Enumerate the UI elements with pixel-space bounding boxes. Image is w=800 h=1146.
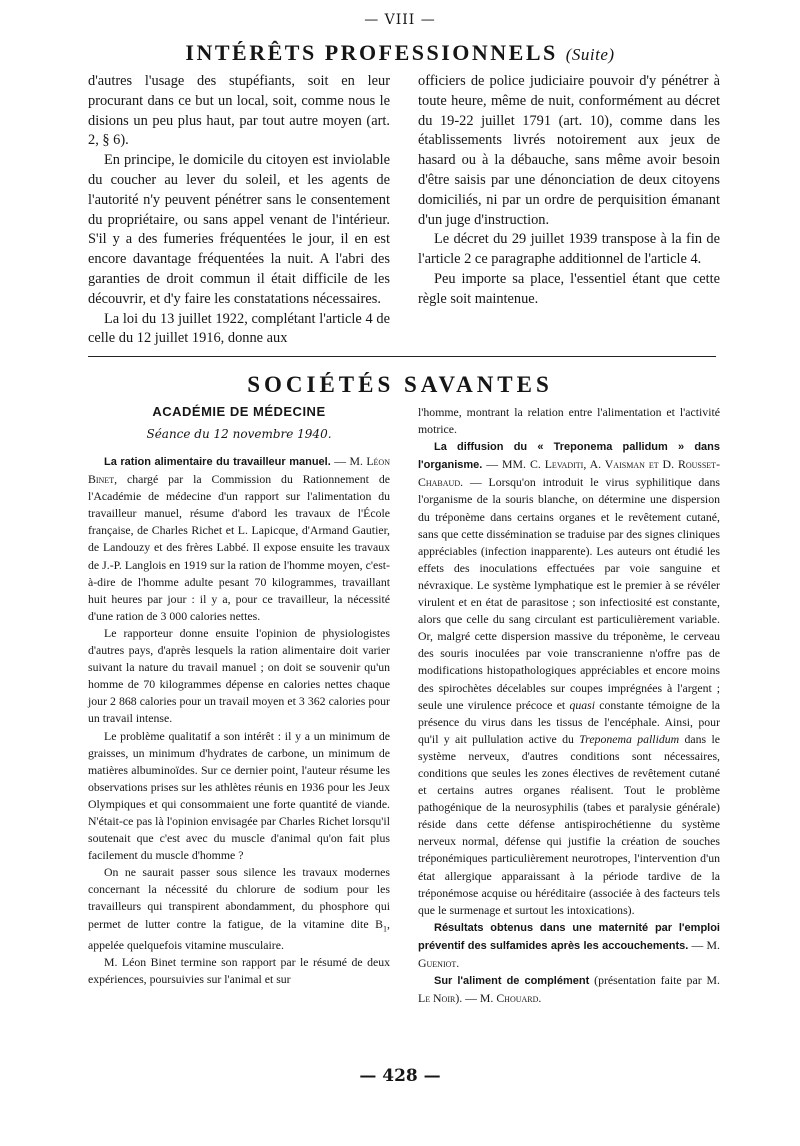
- rapporteur-paragraph: Le rapporteur donne ensuite l'opinion de physiologistes d'autres pays, d'après lesquels la ration alimentaire doit varier suivant la nature du travail manuel ; on doit se souvenir qu'un homme de 70 kilogrammes dépense en calories nettes chaque jour 2 868 calories pour un travail moyen et 3 362 calories pour un travail intense.: [88, 625, 390, 726]
- societes-title: SOCIÉTÉS SAVANTES: [247, 372, 553, 397]
- diffusion-heading: La diffusion du « Treponema pallidum » dans l'organisme.: [418, 441, 720, 472]
- academie-heading: ACADÉMIE DE MÉDECINE: [152, 404, 326, 419]
- resultats-paragraph: Résultats obtenus dans une maternité par l'emploi préventif des sulfamides après les accouchements. — M. Gueniot.: [418, 921, 720, 970]
- treponema-term: Treponema pallidum: [579, 731, 680, 746]
- interets-left-column: [88, 72, 390, 349]
- aliment-heading: Sur l'aliment de complément: [434, 975, 590, 988]
- interets-title: [0, 40, 800, 66]
- travaux-tail: , appelée quelquefois vitamine musculaire.: [88, 916, 390, 952]
- ration-heading: La ration alimentaire du travailleur manuel.: [104, 456, 331, 468]
- page-roman-numeral: — VIII —: [364, 12, 436, 28]
- interets-right-p3: Peu importe sa place, l'essentiel étant que cette règle soit maintenue.: [418, 270, 720, 307]
- interets-left-p3: La loi du 13 juillet 1922, complétant l'article 4 de celle du 12 juillet 1916, donne aux: [88, 310, 390, 347]
- continuation-paragraph: l'homme, montrant la relation entre l'alimentation et l'activité motrice.: [418, 405, 720, 437]
- qualitatif-paragraph: Le problème qualitatif a son intérêt : il y a un minimum de graisses, un minimum d'hydrates de carbone, un minimum de matières albuminoïdes. Sur ce dernier point, l'auteur résume les observations prises sur les athlètes réunis en 1936 pour les Jeux Olympiques et qui consommaient une forte quantité de viande. N'était-ce pas là l'opinion envisagée par Charles Richet lorsqu'il soutenait que c'est avec du muscle d'animal qu'on fait plus facilement du muscle d'homme ?: [88, 728, 390, 863]
- diffusion-body-c: dans le système nerveux, d'autres conditions sont nécessaires, conditions que seules les zones électives de revêtement cutané et certains autres organes réalisent. Tout le problème pathogénique de la neurosyphilis (tabes et paralysie générale) réside dans cette défense antispirochétienne du système nerveux normal, défense qui justifie la création de souches tréponémiques particulièrement neurotropes, l'intervention d'un état allergique apparaissant à la période tardive de la tréponémose acquise ou héréditaire (associée à des facteurs tels que le surmenage et surtout les intoxications).: [418, 731, 720, 917]
- diffusion-body-b: constante témoigne de la présence du virus dans les tissus de l'encéphale. Ainsi, pour qu'il y ait pullulation active du: [418, 697, 720, 746]
- seance-date: Séance du 12 novembre 1940.: [146, 427, 332, 441]
- aliment-author: Chouard.: [496, 991, 542, 1006]
- ration-author: Léon Binet: [88, 454, 390, 487]
- page-number: — 428 —: [359, 1066, 441, 1086]
- vitamin-subscript: 1: [383, 923, 388, 933]
- societes-left-column: [88, 453, 390, 988]
- resultats-heading: Résultats obtenus dans une maternité par l'emploi préventif des sulfamides après les accouchements.: [418, 921, 720, 952]
- quasi-word: quasi: [569, 697, 596, 712]
- diffusion-authors: C. Levaditi, A. Vaisman et D. Rousset-Chabaud.: [418, 457, 720, 490]
- travaux-paragraph: [88, 864, 390, 954]
- ration-body: , chargé par la Commission du Rationnement de l'Académie de médecine d'un rapport sur l'alimentation du travailleur manuel, résume d'abord les travaux de l'École française, de Charles Richet et L. Lapicque, d'Armand Gautier, de Landouzy et des frères Labbé. Il expose ensuite les travaux de J.-P. Langlois en 1919 sur la ration de l'homme moyen, c'est-à-dire de l'homme adulte pesant 70 kilogrammes, travaillant huit heures par jour : il y a, pour ce travailleur, la nécessité d'une ration de 3 000 calories nettes.: [88, 472, 390, 623]
- interets-right-p2: Le décret du 29 juillet 1939 transpose à la fin de l'article 2 ce paragraphe additionnel de l'article 4.: [418, 231, 720, 268]
- ration-dash: — M.: [330, 454, 367, 468]
- resultats-author: M. Gueniot.: [418, 937, 720, 970]
- aliment-body: (présentation faite par M.: [589, 973, 720, 988]
- ration-paragraph: [88, 453, 390, 625]
- section-divider: [88, 356, 716, 357]
- interets-left-p2: En principe, le domicile du citoyen est inviolable du coucher au lever du soleil, et les agents de l'autorité n'y peuvent pénétrer sans le consentement du propriétaire, ou sans appel venant de l'intérieur. S'il y a des fumeries fréquentées le jour, il en est encore davantage fréquentées la nuit. A l'abri des garanties de droit commun il était difficile de les découvrir, et d'y faire les constatations nécessaires.: [88, 152, 390, 307]
- interets-left-p1: d'autres l'usage des stupéfiants, soit en leur procurant dans ce but un local, soit, comme nous le disions un peu plus haut, par tout autre moyen (art. 2, § 6).: [88, 73, 390, 149]
- binet-paragraph: M. Léon Binet termine son rapport par le résumé de deux expériences, poursuivies sur l'animal et sur: [88, 955, 390, 987]
- travaux-body: On ne saurait passer sous silence les travaux modernes concernant la nécessité du chlorure de sodium pour les travailleurs qui transpirent abondamment, du phosphore qui permet de lutter contre la fatigue, de la vitamine dite B: [88, 865, 390, 931]
- aliment-paragraph: [418, 972, 720, 1007]
- diffusion-body-a: — Lorsqu'on introduit le virus syphilitique dans l'organisme de la souris blanche, on détermine une dispersion du tréponème dans certains organes et le revêtement cutané, sans que cette dissémination se traduise par des signes cliniques appréciables (infection inapparente). Les auteurs ont étudié les effets des inoculations effectuées par voie sanguine et névraxique. Le système lymphatique est le premier à se révéler virulent et en état de parasitose ; son infectiosité est constante, alors que celle du sang circulant est particulièrement variable. Or, malgré cette dispersion massive du tréponème, le cerveau des souris inoculées par voie transcranienne n'offre pas de modifications histopathologiques appréciables et encore moins des spirochètes décelables sur coupes imprégnées à l'argent ; seule une virulence précoce et: [418, 475, 720, 712]
- aliment-tail: ). — M.: [455, 991, 497, 1006]
- aliment-presenter: Le Noir: [418, 991, 456, 1006]
- interets-title-text: INTÉRÊTS PROFESSIONNELS: [185, 40, 558, 65]
- interets-suite: (Suite): [565, 45, 615, 64]
- interets-right-column: [418, 72, 720, 310]
- diffusion-paragraph: La diffusion du « Treponema pallidum » dans l'organisme. — MM. C. Levaditi, A. Vaisman et D. Rousset-Chabaud. — Lorsqu'on introduit le virus syphilitique dans l'organisme de la souris blanche, on détermine une dispersion du tréponème dans certains organes et le revêtement cutané, sans que cette dissémination se traduise par des signes cliniques appréciables (infection inapparente). Les auteurs ont étudié les effets des inoculations effectuées par voie sanguine et névraxique. Le système lymphatique est le premier à se révéler virulent et en état de parasitose ; son infectiosité est constante, alors que celle du sang circulant est particulièrement variable. Or, malgré cette dispersion massive du tréponème, le cerveau des souris inoculées par voie transcranienne n'offre pas de modifications histopathologiques appréciables et encore moins des spirochètes décelables sur coupes imprégnées à l'argent ; seule une virulence précoce et quasi constante témoigne de la présence du virus dans les tissus de l'encéphale. Ainsi, pour qu'il y ait pullulation active du Treponema pallidum dans le système nerveux, d'autres conditions sont nécessaires, conditions que seules les zones électives de revêtement cutané et certains autres organes réalisent. Tout le problème pathogénique de la neurosyphilis (tabes et paralysie générale) réside dans cette défense antispirochétienne du système nerveux normal, défense qui justifie la création de souches tréponémiques particulièrement neurotropes, l'intervention d'un état allergique apparaissant à la période tardive de la tréponémose acquise ou héréditaire (associée à des facteurs tels que le surmenage et surtout les intoxications).: [418, 441, 720, 917]
- societes-right-column: [418, 404, 720, 1007]
- interets-right-p1: officiers de police judiciaire pouvoir d'y pénétrer à toute heure, même de nuit, conformément au décret du 19-22 juillet 1791 (art. 10), comme dans les établissements livrés notoirement aux jeux de hasard ou à la débauche, sans même avoir besoin d'être saisis par une dénonciation de deux citoyens domiciliés, ni par un ordre de perquisition émanant d'un juge d'instruction.: [418, 73, 720, 228]
